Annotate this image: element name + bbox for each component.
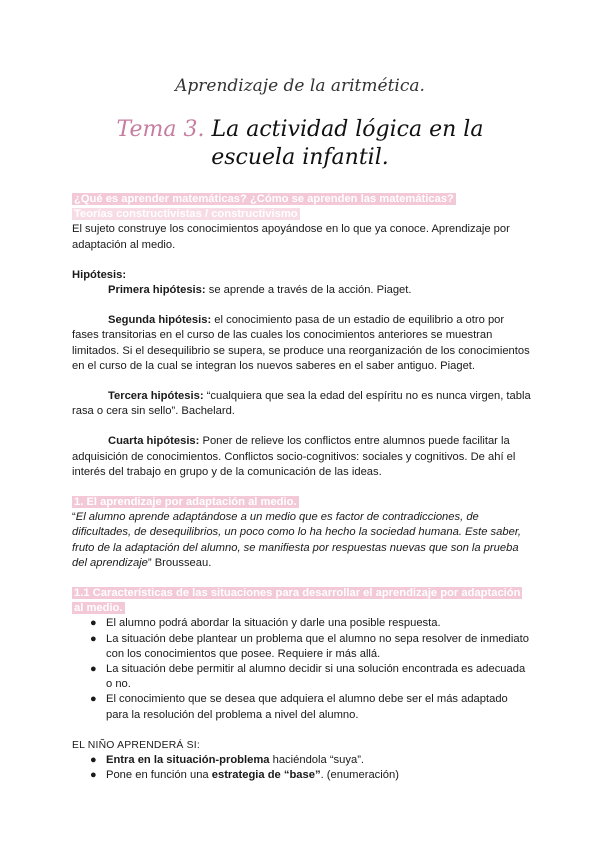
characteristics-heading: 1.1 Características de las situaciones para desarrollar el aprendizaje por adaptación al medio.	[74, 587, 521, 615]
bullet-icon: ●	[90, 754, 97, 767]
list-item: ● Entra en la situación-problema haciéndola “suya”.	[90, 753, 532, 768]
bullet-icon: ●	[90, 617, 97, 630]
document-subtitle: Aprendizaje de la aritmética.	[175, 76, 425, 96]
title-line-1: La actividad lógica en la	[204, 117, 484, 142]
bullet-icon: ●	[90, 693, 97, 706]
document-body	[72, 192, 532, 784]
title-line-2: escuela infantil.	[211, 145, 389, 170]
bullet-icon: ●	[90, 769, 97, 782]
adaptation-heading: 1. El aprendizaje por adaptación al medio.	[74, 496, 297, 509]
hypothesis-4: Cuarta hipótesis: Poner de relieve los conflictos entre alumnos puede facilitar la adquisición de conocimientos. Conflictos socio-cognitivos: sociales y cognitivos. De ahí el interés del trabajo en grupo y de la comunicación de las ideas.	[72, 435, 516, 478]
hypotheses-heading: Hipótesis:	[72, 268, 127, 281]
characteristics-list	[72, 616, 532, 722]
title-prefix: Tema 3.	[116, 117, 205, 142]
hypothesis-1: Primera hipótesis: se aprende a través de la acción. Piaget.	[108, 284, 412, 297]
bullet-icon: ●	[90, 632, 97, 645]
constructivism-subheading: Teorías constructivistas / constructivismo	[74, 208, 298, 221]
document-title	[0, 116, 600, 172]
section-question-heading: ¿Qué es aprender matemáticas? ¿Cómo se aprenden las matemáticas?	[74, 193, 454, 205]
constructivism-intro: El sujeto construye los conocimientos apoyándose en lo que ya conoce. Aprendizaje por adaptación al medio.	[72, 223, 510, 251]
hypothesis-2: Segunda hipótesis: el conocimiento pasa de un estadio de equilibrio a otro por fases transitorias en el curso de las cuales los conocimientos anteriores se muestran limitados. Si el desequilibrio se supera, se produce una reorganización de los conocimientos en el curso de la cual se integran los nuevos saberes en el saber antiguo. Piaget.	[72, 314, 530, 372]
bullet-icon: ●	[90, 663, 97, 676]
hypothesis-3: Tercera hipótesis: “cualquiera que sea la edad del espíritu no es nunca virgen, tabla rasa o cera sin sello”. Bachelard.	[72, 390, 531, 418]
brousseau-quote: “El alumno aprende adaptándose a un medio que es factor de contradicciones, de dificultades, de desequilibrios, un poco como lo ha hecho la sociedad humana. Este saber, fruto de la adaptación del alumno, se manifiesta por respuestas nuevas que son la prueba del aprendizaje” Brousseau.	[72, 511, 522, 569]
list-item: ● La situación debe permitir al alumno decidir si una solución encontrada es adecuada o no.	[90, 663, 526, 691]
list-item: ● El alumno podrá abordar la situación y darle una posible respuesta.	[90, 616, 532, 631]
list-item: ● Pone en función una estrategia de “base”. (enumeración)	[90, 768, 532, 783]
child-learns-heading: EL NIÑO APRENDERÁ SI:	[72, 739, 200, 751]
child-learns-list	[72, 753, 532, 783]
list-item: ● El conocimiento que se desea que adquiera el alumno debe ser el más adaptado para la resolución del problema a nivel del alumno.	[90, 693, 508, 721]
list-item: ● La situación debe plantear un problema que el alumno no sepa resolver de inmediato con los conocimientos que posee. Requiere ir más allá.	[90, 632, 529, 660]
